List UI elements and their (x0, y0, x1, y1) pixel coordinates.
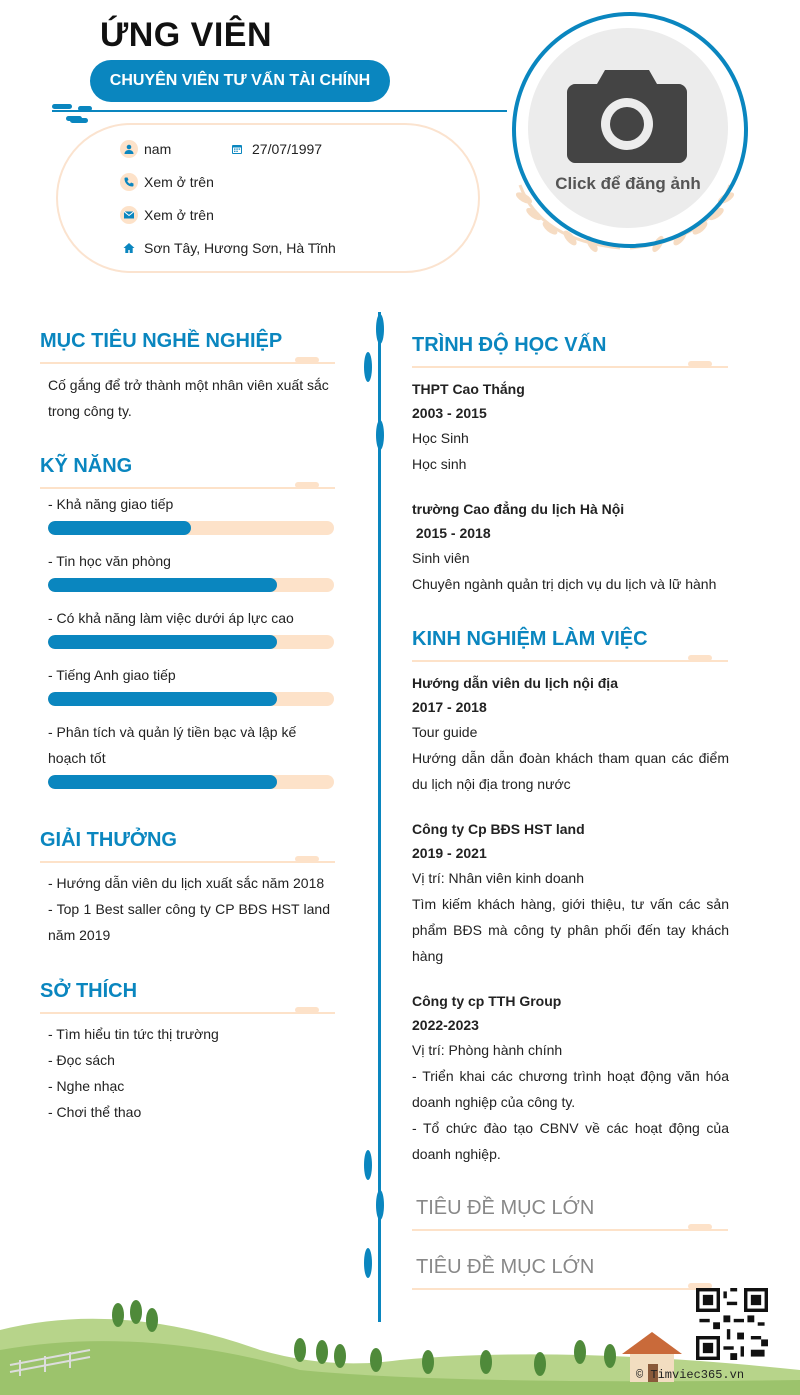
skill-bar-fill (48, 775, 277, 789)
skill-label: - Có khả năng làm việc dưới áp lực cao (48, 610, 294, 626)
career-goal-title: MỤC TIÊU NGHỀ NGHIỆP (40, 330, 283, 352)
education-role: Sinh viên (412, 550, 470, 566)
divider-dot (376, 420, 384, 450)
section-separator (40, 362, 335, 364)
header-dash (78, 106, 92, 111)
header-dash (70, 118, 88, 123)
photo-upload[interactable] (512, 12, 748, 248)
education-school: trường Cao đẳng du lịch Hà Nội (412, 501, 625, 517)
skill-label: - Phân tích và quản lý tiền bạc và lập kế hoạch tốt (48, 724, 297, 766)
header-dash (52, 104, 72, 109)
divider-dot (376, 314, 384, 344)
experience-period: 2022-2023 (412, 1017, 479, 1033)
career-goal-text: Cố gắng để trở thành một nhân viên xuất sắc trong công ty. (48, 377, 329, 419)
experience-company: Công ty cp TTH Group (412, 993, 562, 1009)
section-separator (412, 1229, 728, 1231)
user-icon (120, 140, 138, 158)
candidate-name: ỨNG VIÊN (100, 16, 273, 54)
gender-value: nam (144, 141, 172, 157)
birthday-value: 27/07/1997 (252, 141, 323, 157)
qr-code (696, 1288, 768, 1360)
contact-address (120, 239, 336, 257)
column-divider (378, 312, 381, 1322)
placeholder-section-title[interactable]: TIÊU ĐỀ MỤC LỚN (416, 1197, 595, 1219)
skill-bar-fill (48, 635, 277, 649)
hobby-line: - Chơi thể thao (48, 1104, 142, 1120)
section-separator (40, 861, 335, 863)
mail-icon (120, 206, 138, 224)
calendar-icon (228, 140, 246, 158)
education-title: TRÌNH ĐỘ HỌC VẤN (412, 334, 607, 356)
skill-label: - Tin học văn phòng (48, 553, 171, 569)
education-detail: Học sinh (412, 456, 467, 472)
hobbies-title: SỞ THÍCH (40, 980, 138, 1002)
experience-title: KINH NGHIỆM LÀM VIỆC (412, 628, 648, 650)
experience-detail: Tìm kiếm khách hàng, giới thiệu, tư vấn các sản phẩm BĐS mà công ty phân phối đến tay khách hàng (412, 896, 729, 964)
experience-role: Vị trí: Nhân viên kinh doanh (412, 870, 584, 886)
award-line: - Hướng dẫn viên du lịch xuất sắc năm 2018 (48, 875, 325, 891)
experience-company: Hướng dẫn viên du lịch nội địa (412, 675, 618, 691)
placeholder-section-title[interactable]: TIÊU ĐỀ MỤC LỚN (416, 1256, 595, 1278)
home-icon (120, 239, 138, 257)
section-separator (412, 660, 728, 662)
hobby-line: - Nghe nhạc (48, 1078, 125, 1094)
skill-bar (48, 521, 334, 535)
skill-bar-fill (48, 692, 277, 706)
awards-title: GIẢI THƯỞNG (40, 829, 177, 851)
phone-icon (120, 173, 138, 191)
skill-label: - Tiếng Anh giao tiếp (48, 667, 176, 683)
hobby-line: - Đọc sách (48, 1052, 115, 1068)
job-title-badge (90, 60, 390, 102)
phone-value: Xem ở trên (144, 174, 214, 190)
skill-bar-fill (48, 578, 277, 592)
experience-role: Vị trí: Phòng hành chính (412, 1042, 563, 1058)
skill-bar (48, 635, 334, 649)
experience-detail: - Tổ chức đào tạo CBNV về các hoạt động của doanh nghiệp. (412, 1120, 729, 1162)
job-title: CHUYÊN VIÊN TƯ VẤN TÀI CHÍNH (109, 72, 371, 89)
skills-title: KỸ NĂNG (40, 455, 133, 477)
section-separator (412, 366, 728, 368)
divider-dot (364, 1248, 372, 1278)
experience-detail: Hướng dẫn dẫn đoàn khách tham quan các điểm du lịch nội địa trong nước (412, 750, 729, 792)
divider-dot (364, 352, 372, 382)
section-separator (40, 487, 335, 489)
experience-company: Công ty Cp BĐS HST land (412, 821, 585, 837)
experience-period: 2017 - 2018 (412, 699, 487, 715)
education-detail: Chuyên ngành quản trị dịch vụ du lịch và lữ hành (412, 576, 717, 592)
award-line: - Top 1 Best saller công ty CP BĐS HST land năm 2019 (48, 901, 330, 943)
contact-birthday (228, 140, 322, 158)
skill-label: - Khả năng giao tiếp (48, 496, 174, 512)
skill-bar (48, 775, 334, 789)
education-school: THPT Cao Thắng (412, 381, 525, 397)
divider-dot (364, 1150, 372, 1180)
contact-gender (120, 140, 171, 158)
email-value: Xem ở trên (144, 207, 214, 223)
education-period: 2003 - 2015 (412, 405, 487, 421)
skill-bar-fill (48, 521, 191, 535)
address-value: Sơn Tây, Hương Sơn, Hà Tĩnh (144, 240, 336, 256)
watermark: © Timviec365.vn (636, 1368, 745, 1382)
education-role: Học Sinh (412, 430, 469, 446)
experience-period: 2019 - 2021 (412, 845, 487, 861)
education-period: 2015 - 2018 (412, 525, 491, 541)
skill-bar (48, 578, 334, 592)
experience-detail: - Triển khai các chương trình hoạt động văn hóa doanh nghiệp của công ty. (412, 1068, 729, 1110)
section-separator (40, 1012, 335, 1014)
contact-email (120, 206, 214, 224)
header-line (52, 110, 507, 112)
camera-icon (567, 62, 687, 167)
hobby-line: - Tìm hiểu tin tức thị trường (48, 1026, 219, 1042)
photo-label: Click để đăng ảnh (555, 174, 701, 193)
contact-phone (120, 173, 214, 191)
experience-role: Tour guide (412, 724, 478, 740)
divider-dot (376, 1190, 384, 1220)
skill-bar (48, 692, 334, 706)
